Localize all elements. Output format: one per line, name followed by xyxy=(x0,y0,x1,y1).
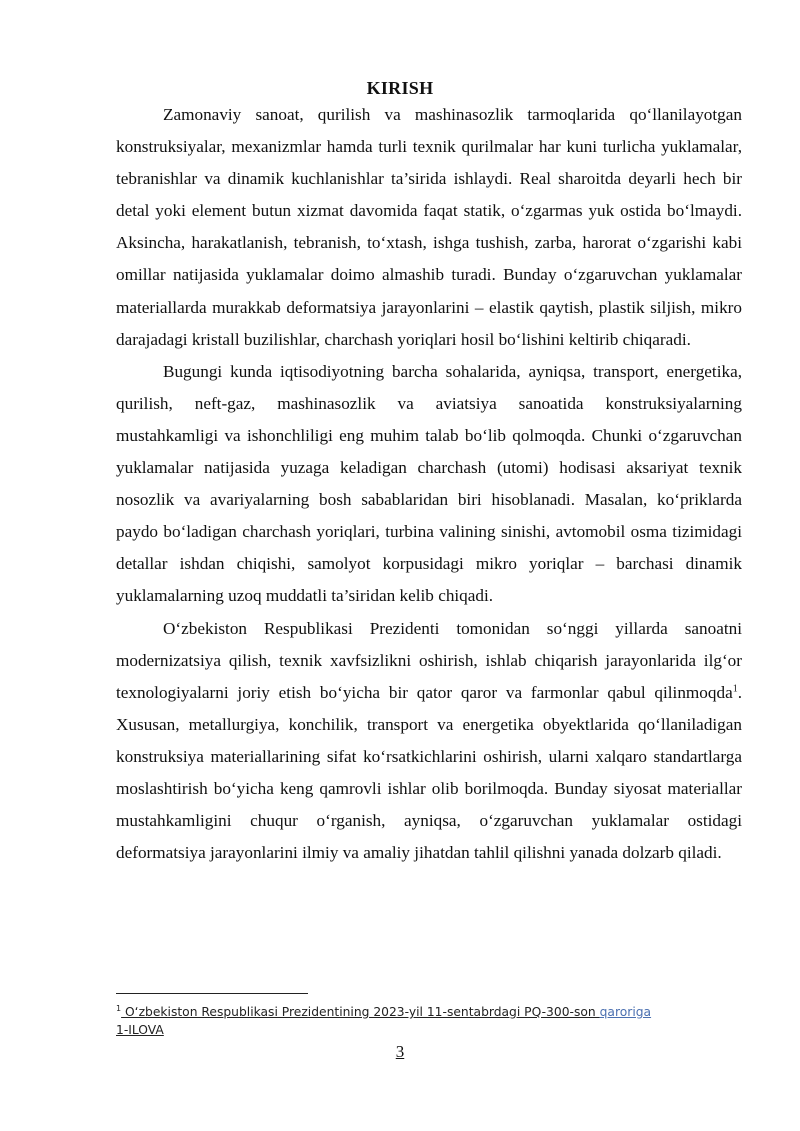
paragraph-3-text-after: . Xususan, metallurgiya, konchilik, transport va energetika obyektlarida qo‘llaniladigan konstruksiya materiallarining sifat ko‘rsatkichlarini oshirish, ularni xalqaro standartlarga moslashtirish bo‘yicha keng qamrovli ishlar olib borilmoqda. Bunday siyosat materiallar mustahkamligini chuqur o‘rganish, ayniqsa, o‘zgaruvchan yuklamalar ostidagi deformatsiya jarayonlarini ilmiy va amaliy jihatdan tahlil qilishni yanada dolzarb qiladi. xyxy=(116,682,742,863)
footnote-separator xyxy=(116,993,308,994)
paragraph-1: Zamonaviy sanoat, qurilish va mashinasozlik tarmoqlarida qo‘llanilayotgan konstruksiyalar, mexanizmlar hamda turli texnik qurilmalar har kuni turlicha yuklamalar, tebranishlar va dinamik kuchlanishlar ta’sirida ishlaydi. Real sharoitda deyarli hech bir detal yoki element butun xizmat davomida faqat statik, o‘zgarmas yuk ostida bo‘lmaydi. Aksincha, harakatlanish, tebranish, to‘xtash, ishga tushish, zarba, harorat o‘zgarishi kabi omillar natijasida yuklamalar doimo almashib turadi. Bunday o‘zgaruvchan yuklamalar materiallarda murakkab deformatsiya jarayonlarini – elastik qaytish, plastik siljish, mikro darajadagi kristall buzilishlar, charchash yoriqlari hosil bo‘lishini keltirib chiqaradi. xyxy=(116,105,742,349)
paragraph-2: Bugungi kunda iqtisodiyotning barcha sohalarida, ayniqsa, transport, energetika, qurilish, neft-gaz, mashinasozlik va aviatsiya sanoatida konstruksiyalarning mustahkamligi va ishonchliligi eng muhim talab bo‘lib qolmoqda. Chunki o‘zgaruvchan yuklamalar natijasida yuzaga keladigan charchash (utomi) hodisasi aksariyat texnik nosozlik va avariyalarning bosh sabablaridan biri hisoblanadi. Masalan, ko‘priklarda paydo bo‘ladigan charchash yoriqlari, turbina valining sinishi, avtomobil osma tizimidagi detallar ishdan chiqishi, samolyot korpusidagi mikro yoriqlar – barchasi dinamik yuklamalarning uzoq muddatli ta’siridan kelib chiqadi. xyxy=(116,361,742,606)
footnote-line-2: 1-ILOVA xyxy=(116,1023,164,1037)
footnote-line-1 xyxy=(116,1003,742,1021)
footnote-reference[interactable]: 1 xyxy=(732,682,738,694)
footnote-text: O‘zbekiston Respublikasi Prezidentining 2023-yil 11-sentabrdagi PQ-300-son xyxy=(121,1005,600,1019)
body-text xyxy=(116,99,742,869)
footnote xyxy=(116,1003,742,1039)
paragraph-3 xyxy=(116,613,742,870)
page-number: 3 xyxy=(395,1042,405,1061)
paragraph-3-text-before: O‘zbekiston Respublikasi Prezidenti tomonidan so‘nggi yillarda sanoatni modernizatsiya qilish, texnik xavfsizlikni oshirish, ishlab chiqarish jarayonlarida ilg‘or texnologiyalarni joriy etish bo‘yicha bir qator qaror va farmonlar qabul qilinmoqda xyxy=(116,618,742,702)
footnote-link[interactable]: qaroriga xyxy=(599,1005,652,1019)
footnote-mark: 1 xyxy=(116,1003,122,1013)
section-title: KIRISH xyxy=(366,78,434,98)
